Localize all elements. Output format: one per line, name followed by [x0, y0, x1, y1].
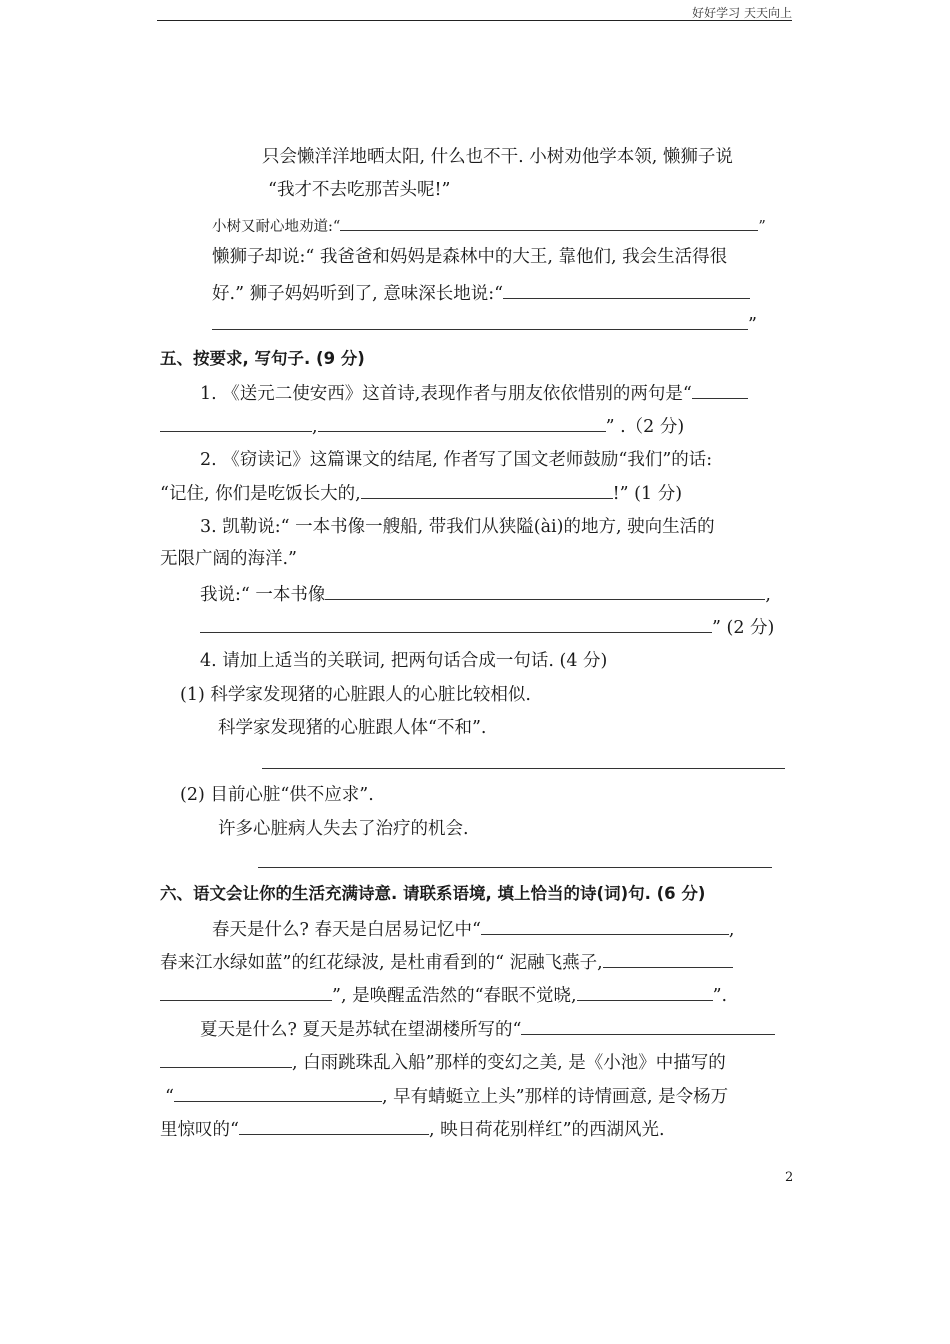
answer-blank[interactable] — [521, 1017, 775, 1035]
answer-blank[interactable] — [200, 615, 712, 633]
answer-blank[interactable] — [481, 917, 729, 935]
answer-blank[interactable] — [603, 950, 733, 968]
poem-line-2 — [160, 950, 733, 975]
question-3-line-1: 3. 凯勒说:“ 一本书像一艘船, 带我们从狭隘(ài)的地方, 驶向生活的 — [200, 517, 715, 537]
poem-line-2-text: 春来江水绿如蓝”的红花绿波, 是杜甫看到的“ 泥融飞燕子, — [160, 953, 603, 973]
answer-blank[interactable] — [318, 414, 606, 432]
answer-blank[interactable] — [160, 983, 332, 1001]
story-line-3-end: ” — [758, 219, 766, 235]
question-4: 4. 请加上适当的关联词, 把两句话合成一句话. (4 分) — [200, 651, 608, 671]
question-3-comma: , — [765, 585, 771, 605]
answer-line-4-2[interactable] — [258, 867, 772, 868]
question-1-text: 1. 《送元二使安西》这首诗,表现作者与朋友依依惜别的两句是“ — [200, 384, 692, 404]
answer-blank[interactable] — [577, 983, 713, 1001]
answer-blank[interactable] — [692, 381, 748, 399]
question-3-line-2: 无限广阔的海洋.” — [160, 549, 298, 569]
answer-blank[interactable] — [503, 281, 750, 299]
poem-line-4-text: 夏天是什么? 夏天是苏轼在望湖楼所写的“ — [200, 1020, 522, 1040]
answer-blank[interactable] — [160, 1050, 292, 1068]
poem-line-4 — [200, 1017, 775, 1042]
story-line-6-end: ” — [748, 315, 757, 335]
section-5-heading: 五、按要求, 写句子. (9 分) — [160, 349, 365, 368]
question-1-comma: , — [312, 417, 318, 437]
poem-line-5-text: , 白雨跳珠乱入船”那样的变幻之美, 是《小池》中描写的 — [292, 1053, 726, 1073]
poem-line-3-end: ”. — [712, 986, 728, 1006]
question-2-end: !” (1 分) — [612, 484, 683, 504]
page-header: 好好学习 天天向上 — [692, 6, 792, 20]
story-line-2: “我才不去吃那苦头呢!” — [268, 180, 451, 200]
question-1-end: ” .（2 分) — [605, 417, 685, 437]
answer-blank[interactable] — [174, 1084, 382, 1102]
answer-blank[interactable] — [340, 213, 758, 231]
answer-blank[interactable] — [325, 582, 765, 600]
question-4-1-sentence-b: 科学家发现猪的心脏跟人体“不和”. — [218, 718, 487, 738]
answer-line-4-1[interactable] — [262, 768, 785, 769]
answer-blank[interactable] — [361, 481, 613, 499]
poem-line-1-comma: , — [728, 920, 735, 940]
answer-blank[interactable] — [239, 1117, 429, 1135]
poem-line-7 — [160, 1117, 665, 1142]
poem-line-7-text: 里惊叹的“ — [160, 1120, 239, 1140]
question-4-1-sentence-a: (1) 科学家发现猪的心脏跟人的心脏比较相似. — [180, 685, 531, 705]
question-3-prompt: 我说:“ 一本书像 — [200, 585, 326, 605]
question-3-line-4 — [200, 615, 774, 640]
story-line-5 — [212, 281, 750, 306]
story-line-3 — [212, 213, 766, 239]
poem-line-6 — [165, 1084, 728, 1109]
poem-line-6-text: , 早有蜻蜓立上头”那样的诗情画意, 是令杨万 — [381, 1087, 729, 1107]
page-number: 2 — [785, 1170, 794, 1185]
question-2-line-2 — [160, 481, 682, 506]
story-line-4: 懒狮子却说:“ 我爸爸和妈妈是森林中的大王, 靠他们, 我会生活得很 — [212, 247, 728, 267]
poem-line-3 — [160, 983, 727, 1008]
story-line-5-text: 好.” 狮子妈妈听到了, 意味深长地说:“ — [212, 284, 504, 304]
poem-line-3-text: ”, 是唤醒孟浩然的“春眠不觉晓, — [332, 986, 577, 1006]
question-4-2-sentence-b: 许多心脏病人失去了治疗的机会. — [218, 819, 469, 839]
poem-line-6-quote: “ — [165, 1087, 174, 1107]
poem-line-1-text: 春天是什么? 春天是白居易记忆中“ — [212, 920, 481, 940]
question-4-2-sentence-a: (2) 目前心脏“供不应求”. — [180, 785, 374, 805]
story-line-3-text: 小树又耐心地劝道:“ — [212, 219, 341, 235]
question-2-line-1: 2. 《窃读记》这篇课文的结尾, 作者写了国文老师鼓励“我们”的话: — [200, 450, 713, 470]
story-line-1: 只会懒洋洋地晒太阳, 什么也不干. 小树劝他学本领, 懒狮子说 — [262, 147, 733, 167]
question-1-line-1 — [200, 381, 748, 406]
story-line-6 — [212, 312, 757, 337]
answer-blank[interactable] — [212, 312, 748, 330]
poem-line-1 — [212, 917, 734, 942]
poem-line-7-end: , 映日荷花别样红”的西湖风光. — [428, 1120, 665, 1140]
poem-line-5 — [160, 1050, 726, 1075]
answer-blank[interactable] — [160, 414, 312, 432]
question-1-line-2 — [160, 414, 684, 439]
section-6-heading: 六、语文会让你的生活充满诗意. 请联系语境, 填上恰当的诗(词)句. (6 分) — [160, 884, 706, 903]
question-3-line-3 — [200, 582, 771, 607]
question-3-end: ” (2 分) — [712, 618, 775, 638]
question-2-text: “记住, 你们是吃饭长大的, — [160, 484, 361, 504]
